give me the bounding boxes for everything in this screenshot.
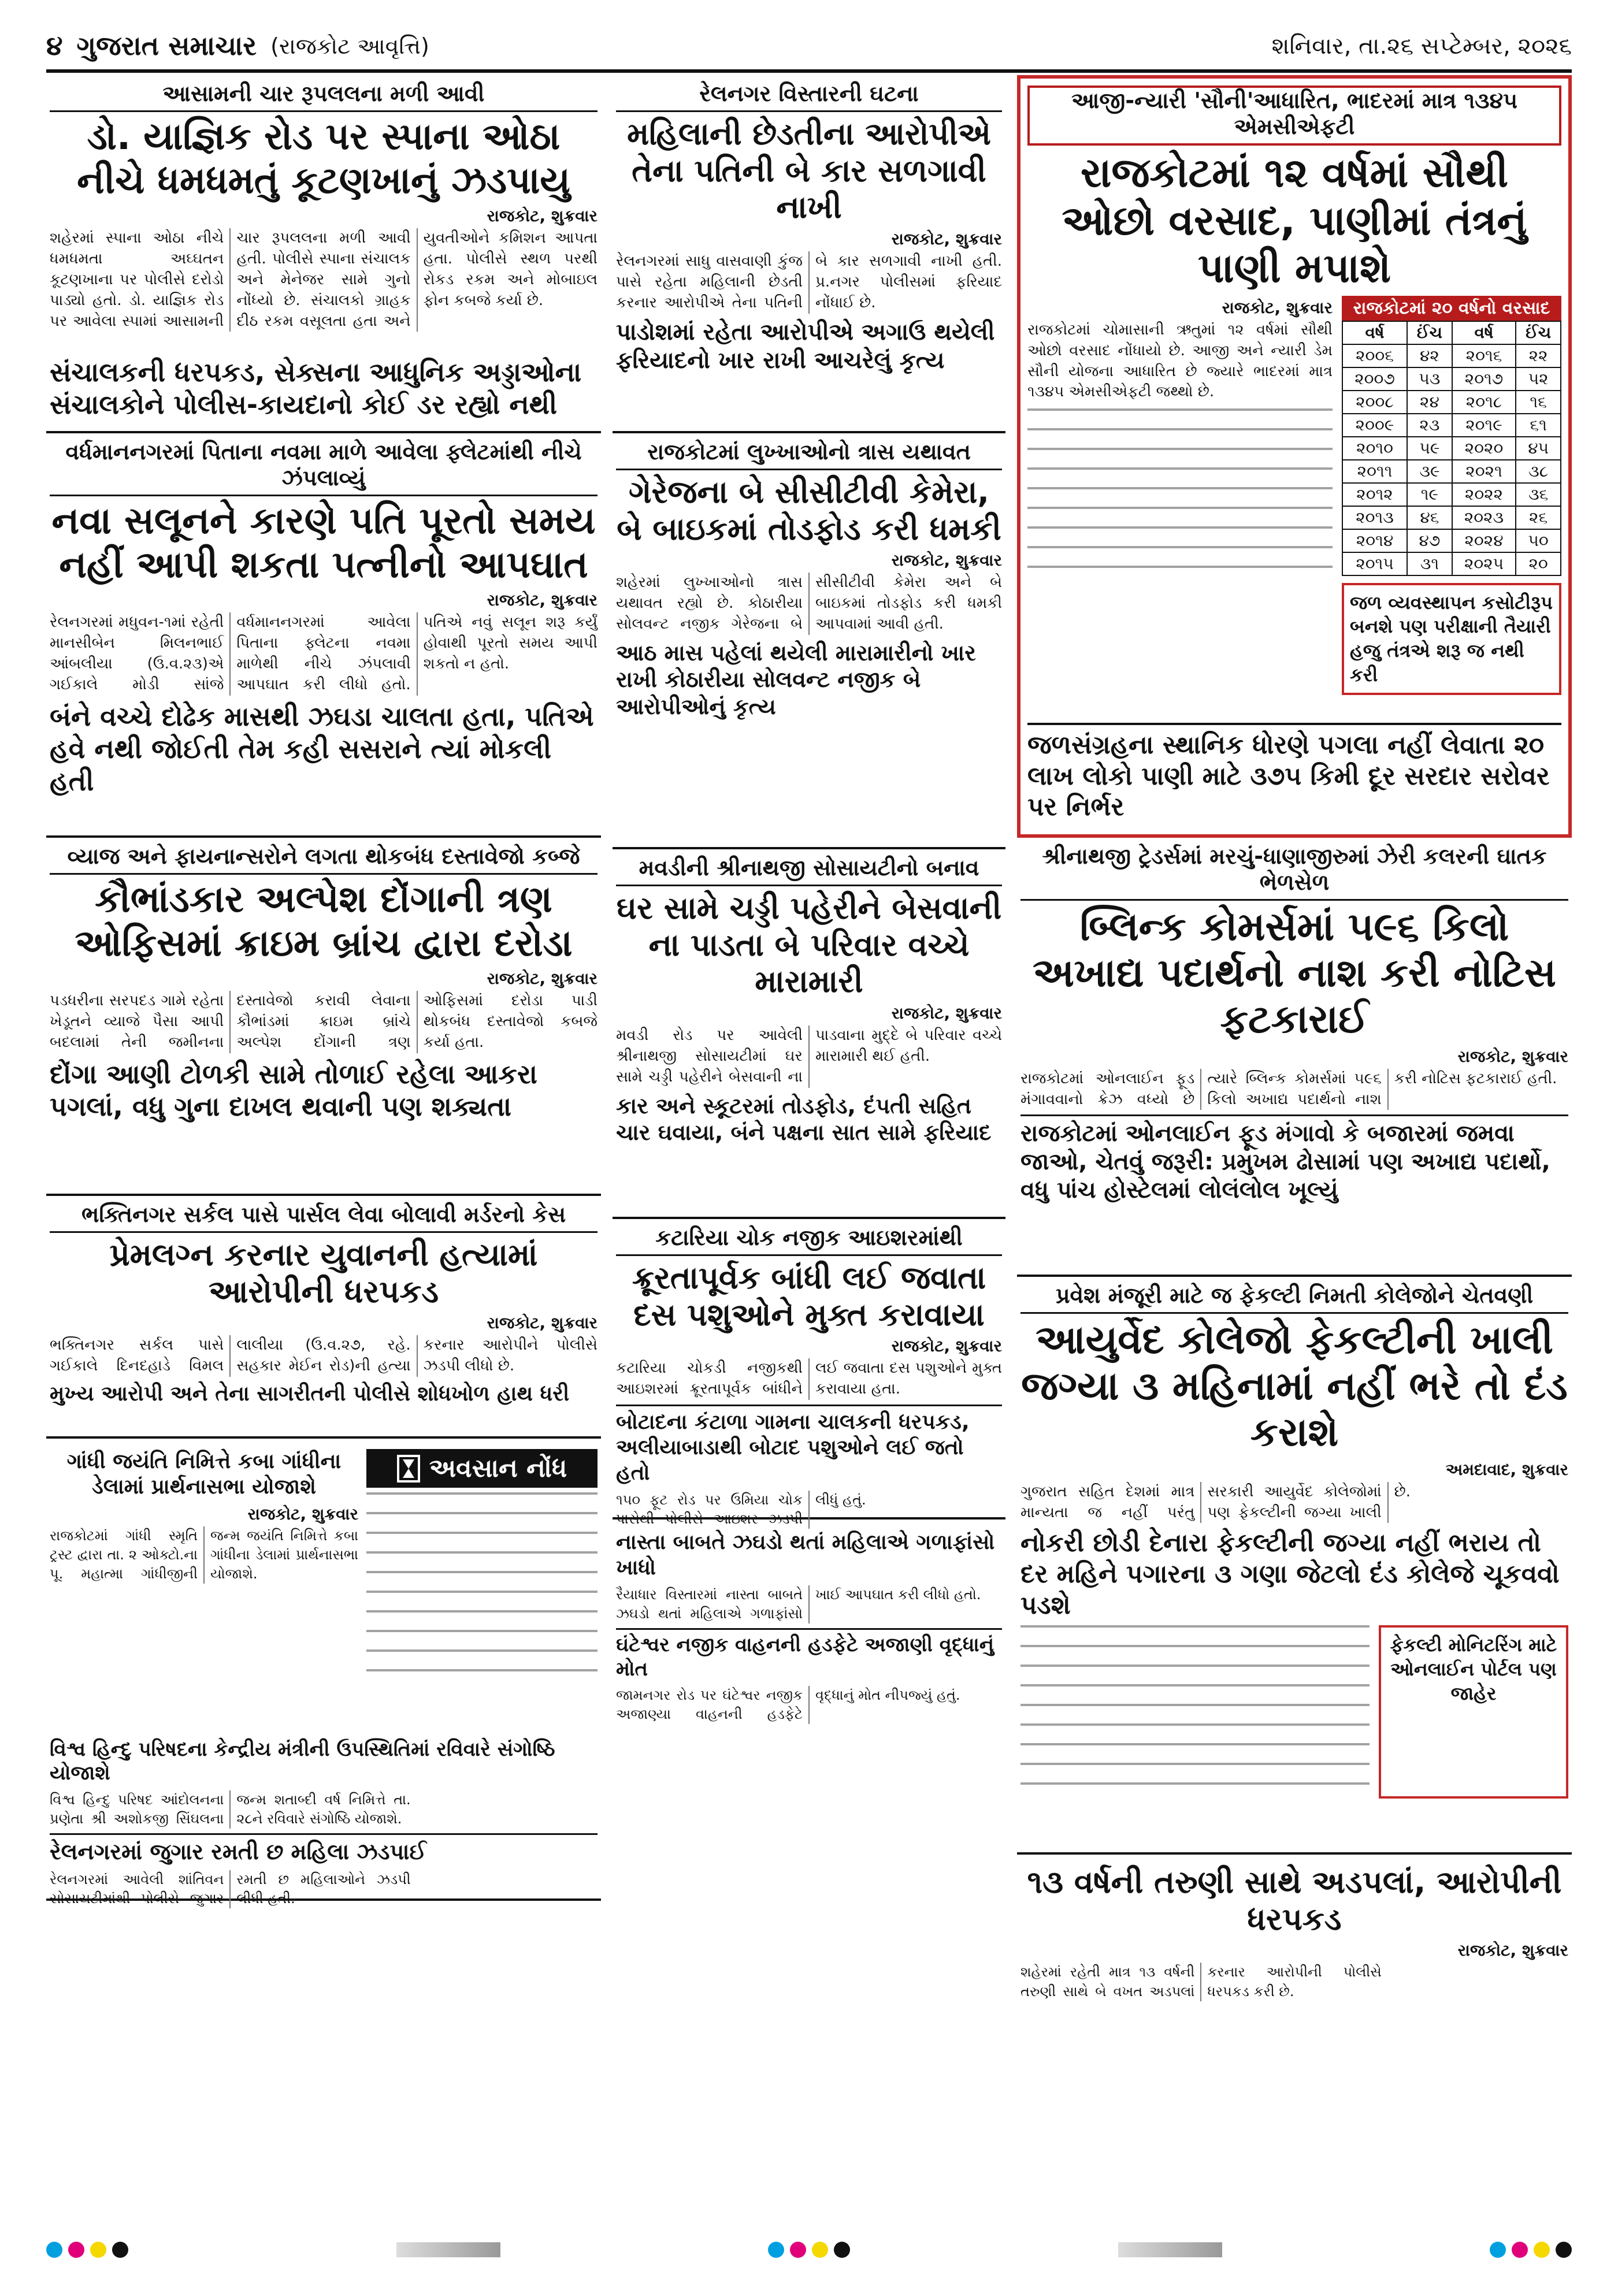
rainfall-cell: ૨૦૨૧ bbox=[1452, 460, 1516, 483]
article-subhead: જળસંગ્રહના સ્થાનિક ધોરણે પગલા નહીં લેવાતા ૨૦ લાખ લોકો પાણી માટે ૩૭૫ કિમી દૂર સરદાર સરોવર પર નિર્ભર bbox=[1027, 723, 1561, 823]
article-body: ભક્તિનગર સર્કલ પાસે ગઈકાલે દિનદહાડે વિમલ લાલીયા (ઉ.વ.૨૭, રહે. સહકાર મેઈન રોડ)ની હત્યા કરનાર આરોપીને પોલીસે ઝડપી લીધો છે. bbox=[50, 1336, 598, 1375]
rainfall-row bbox=[1342, 529, 1561, 552]
ayurveda-callout: ફેકલ્ટી મોનિટરિંગ માટે ઓનલાઈન પોર્ટલ પણ જાહેર bbox=[1379, 1625, 1568, 1799]
column-left bbox=[46, 75, 601, 2209]
article-kicker: પ્રવેશ મંજૂરી માટે જ ફેકલ્ટી નિમતી કોલેજોને ચેતવણી bbox=[1020, 1283, 1568, 1314]
rainfall-row bbox=[1342, 506, 1561, 529]
registration-dots-center bbox=[768, 2242, 850, 2258]
registration-dots-left bbox=[46, 2242, 128, 2258]
rainfall-header-cell: વર્ષ bbox=[1452, 321, 1516, 344]
article-body-accident: જામનગર રોડ પર ઘંટેશ્વર નજીક અજાણ્યા વાહનની હડફેટે વૃદ્ધાનું મોત નીપજ્યું હતું. bbox=[616, 1686, 960, 1723]
article-body: શહેરમાં સ્પાના ઓઠા નીચે ધમધમતા અઘ્ઘતન કૂટણખાના પર પોલીસે દરોડો પાડ્યો હતો. ડો. યાજ્ઞિક રોડ પર આવેલા સ્પામાં આસામની ચાર રૂપલલના મળી આવી હતી. પોલીસે સ્પાના સંચાલક અને મેનેજર સામે ગુનો નોંધ્યો છે. સંચાલકો ગ્રાહક દીઠ રકમ વસૂલતા હતા અને યુવતીઓને કમિશન આપતા હતા. પોલીસે સ્થળ પરથી રોકડ રકમ અને મોબાઇલ ફોન કબજે કર્યા છે. bbox=[50, 229, 598, 330]
printer-registration-marks bbox=[46, 2238, 1572, 2261]
rainfall-cell: ૨૦૧૨ bbox=[1342, 483, 1407, 506]
column-middle bbox=[613, 75, 1005, 2209]
article-body: કટારિયા ચોકડી નજીકથી આઇશરમાં ક્રૂરતાપૂર્વક બાંધીને લઈ જવાતા દસ પશુઓને મુક્ત કરાવાયા હતા. bbox=[616, 1359, 1002, 1398]
rainfall-cell: ૨૦૦૭ bbox=[1342, 367, 1407, 391]
obituary-header bbox=[366, 1449, 598, 1488]
rainfall-cell: ૨૦૨૩ bbox=[1452, 506, 1516, 529]
rainfall-cell: ૨૦૦૮ bbox=[1342, 391, 1407, 414]
article-garage-vandalism bbox=[613, 433, 1005, 849]
gray-bar bbox=[1118, 2242, 1222, 2257]
article-body: શહેરમાં રહેતી માત્ર ૧૩ વર્ષની તરુણી સાથે બે વખત અડપલાં કરનાર આરોપીની પોલીસે ધરપકડ કરી છે. bbox=[1020, 1964, 1382, 2000]
rainfall-row bbox=[1342, 437, 1561, 460]
article-headline: વિશ્વ હિન્દુ પરિષદના કેન્દ્રીય મંત્રીની ઉપસ્થિતિમાં રવિવારે સંગોષ્ઠિ યોજાશે bbox=[50, 1738, 555, 1785]
article-crime-branch-raid bbox=[46, 838, 601, 1196]
article-family-clash bbox=[613, 849, 1005, 1219]
gray-bar bbox=[396, 2242, 500, 2257]
rainfall-cell: ૨૩ bbox=[1407, 414, 1452, 437]
obituary-text-block bbox=[366, 1492, 598, 1689]
page-masthead bbox=[46, 23, 1572, 73]
rainfall-cell: ૪૬ bbox=[1407, 506, 1452, 529]
article-subhead: આઠ માસ પહેલાં થયેલી મારામારીનો ખાર રાખી કોઠારીયા સોલવન્ટ નજીક બે આરોપીઓનું કૃત્ય bbox=[616, 640, 976, 719]
rainfall-cell: ૨૦૨૪ bbox=[1452, 529, 1516, 552]
rainfall-cell: ૩૮ bbox=[1516, 460, 1561, 483]
article-body: રેલનગરમાં મધુવન-૧માં રહેતી માનસીબેન મિલનભાઈ આંબલીયા (ઉ.વ.૨૩)એ ગઈકાલે મોડી સાંજે વર્ધમાનનગરમાં આવેલા પિતાના ફ્લેટના નવમા માળેથી નીચે ઝંપલાવી આપઘાત કરી લીધો હતો. પતિએ નવું સલૂન શરૂ કર્યું હોવાથી પૂરતો સમય આપી શકતો ન હતો. bbox=[50, 614, 598, 693]
article-headline: પ્રેમલગ્ન કરનાર યુવાનની હત્યામાં આરોપીની ધરપકડ bbox=[109, 1236, 538, 1310]
article-body-snack: રૈયાધાર વિસ્તારમાં નાસ્તા બાબતે ઝઘડો થતાં મહિલાએ ગળાફાંસો ખાઈ આપઘાત કરી લીધો હતો. bbox=[616, 1586, 981, 1622]
rainfall-cell: ૫૩ bbox=[1407, 367, 1452, 391]
rainfall-cell: ૩૬ bbox=[1516, 483, 1561, 506]
rainfall-cell: ૨૨ bbox=[1516, 344, 1561, 367]
rainfall-cell: ૨૦૧૬ bbox=[1452, 344, 1516, 367]
rainfall-header-cell: વર્ષ bbox=[1342, 321, 1407, 344]
cyan-dot bbox=[768, 2242, 784, 2258]
article-kicker: વર્ધમાનનગરમાં પિતાના નવમા માળે આવેલા ફ્લેટમાંથી નીચે ઝંપલાવ્યું bbox=[50, 439, 598, 496]
rainfall-cell: ૨૦૧૧ bbox=[1342, 460, 1407, 483]
article-body: રાજકોટમાં ચોમાસાની ઋતુમાં ૧૨ વર્ષમાં સૌથી ઓછો વરસાદ નોંધાયો છે. આજી અને ન્યારી ડેમ સૌની યોજના આધારિત છે જ્યારે ભાદરમાં માત્ર ૧૩૪૫ એમસીએફટી જથ્થો છે. bbox=[1027, 321, 1333, 401]
ayurveda-lower-row bbox=[1020, 1625, 1568, 1799]
article-subhead: કાર અને સ્કૂટરમાં તોડફોડ, દંપતી સહિત ચાર ઘવાયા, બંને પક્ષના સાત સામે ફરિયાદ bbox=[616, 1093, 992, 1146]
article-dateline: રાજકોટ, શુક્રવાર bbox=[487, 590, 598, 610]
article-kicker: વ્યાજ અને ફાયનાન્સરોને લગતા થોકબંધ દસ્તાવેજો કબ્જે bbox=[50, 844, 598, 875]
rainfall-row bbox=[1342, 367, 1561, 391]
hourglass-icon bbox=[397, 1455, 420, 1483]
rainfall-cell: ૫૯ bbox=[1407, 437, 1452, 460]
page-number: ૪ bbox=[46, 30, 63, 61]
article-dateline: રાજકોટ, શુક્રવાર bbox=[487, 206, 598, 226]
rainfall-cell: ૪૭ bbox=[1407, 529, 1452, 552]
rainfall-cell: ૪૫ bbox=[1516, 437, 1561, 460]
newspaper-name: ગુજરાત સમાચાર bbox=[76, 30, 257, 61]
rainfall-cell: ૨૦૧૫ bbox=[1342, 552, 1407, 575]
article-dateline: રાજકોટ, શુક્રવાર bbox=[891, 551, 1002, 570]
rainfall-cell: ૨૦૧૯ bbox=[1452, 414, 1516, 437]
rainfall-cell: ૨૦૨૦ bbox=[1452, 437, 1516, 460]
rainfall-row bbox=[1342, 391, 1561, 414]
yellow-dot bbox=[812, 2242, 828, 2258]
magenta-dot bbox=[1512, 2242, 1528, 2258]
rainfall-callout: જળ વ્યવસ્થાપન કસોટીરૂપ બનશે પણ પરીક્ષાની તૈયારી હજુ તંત્રએ શરૂ જ નથી કરી bbox=[1342, 583, 1561, 695]
article-kicker: આસામની ચાર રૂપલલના મળી આવી bbox=[50, 81, 598, 112]
rainfall-header-cell: ઈંચ bbox=[1407, 321, 1452, 344]
rainfall-table bbox=[1342, 321, 1561, 576]
article-dateline: રાજકોટ, શુક્રવાર bbox=[1457, 1046, 1568, 1066]
rainfall-cell: ૨૦૧૪ bbox=[1342, 529, 1407, 552]
rainfall-cell: ૨૦૧૭ bbox=[1452, 367, 1516, 391]
ayurveda-text-continued bbox=[1020, 1625, 1370, 1799]
article-minor-assault bbox=[1017, 1855, 1572, 2028]
rainfall-table-box bbox=[1342, 296, 1561, 695]
masthead-date: શનિવાર, તા.૨૬ સપ્ટેમ્બર, ૨૦૨૬ bbox=[1271, 33, 1572, 60]
article-dateline: રાજકોટ, શુક્રવાર bbox=[891, 229, 1002, 249]
edition-label: (રાજકોટ આવૃત્તિ) bbox=[270, 33, 429, 59]
article-body: વિશ્વ હિન્દુ પરિષદ આંદોલનના પ્રણેતા શ્રી અશોકજી સિંઘલના જન્મ શતાબ્દી વર્ષ નિમિત્તે તા. ૨૮ને રવિવારે સંગોષ્ઠિ યોજાશે. bbox=[50, 1791, 411, 1827]
article-kicker: રેલનગર વિસ્તારની ઘટના bbox=[616, 81, 1002, 112]
rainfall-cell: ૫૦ bbox=[1516, 529, 1561, 552]
rainfall-cell: ૨૦૦૬ bbox=[1342, 344, 1407, 367]
rainfall-table-title: રાજકોટમાં ૨૦ વર્ષનો વરસાદ bbox=[1342, 296, 1561, 321]
rainfall-cell: ૧૯ bbox=[1407, 483, 1452, 506]
rainfall-text-continued bbox=[1027, 408, 1333, 582]
article-dateline: રાજકોટ, શુક્રવાર bbox=[1457, 1941, 1568, 1960]
article-headline: ક્રૂરતાપૂર્વક બાંધી લઈ જવાતા દસ પશુઓને મુક્ત કરાવાયા bbox=[632, 1260, 986, 1333]
magenta-dot bbox=[68, 2242, 84, 2258]
rainfall-cell: ૨૦ bbox=[1516, 552, 1561, 575]
rainfall-row bbox=[1342, 552, 1561, 575]
article-body: મવડી રોડ પર આવેલી શ્રીનાથજી સોસાયટીમાં ઘર સામે ચડ્ડી પહેરીને બેસવાની ના પાડવાના મુદ્દે બે પરિવાર વચ્ચે મારામારી થઈ હતી. bbox=[616, 1027, 1002, 1086]
article-dateline: અમદાવાદ, શુક્રવાર bbox=[1445, 1459, 1568, 1479]
article-body: રાજકોટમાં ગાંધી સ્મૃતિ ટ્રસ્ટ દ્વારા તા. ૨ ઓક્ટો.ના પૂ. મહાત્મા ગાંધીજીની જન્મ જયંતિ નિમિત્તે કબા ગાંધીના ડેલામાં પ્રાર્થનાસભા યોજાશે. bbox=[50, 1527, 358, 1582]
article-dateline: રાજકોટ, શુક્રવાર bbox=[1222, 298, 1333, 317]
rainfall-row bbox=[1342, 344, 1561, 367]
article-headline: મહિલાની છેડતીના આરોપીએ તેના પતિની બે કાર સળગાવી નાખી bbox=[627, 116, 991, 226]
rainfall-cell: ૩૯ bbox=[1407, 460, 1452, 483]
article-car-burning bbox=[613, 75, 1005, 433]
article-body: શહેરમાં લુખ્ખાઓનો ત્રાસ યથાવત રહ્યો છે. કોઠારીયા સોલવન્ટ નજીક ગેરેજના બે સીસીટીવી કેમેરા અને બે બાઇકમાં તોડફોડ કરી ધમકી આપવામાં આવી હતી. bbox=[616, 574, 1002, 633]
article-kicker: કટારિયા ચોક નજીક આઇશરમાંથી bbox=[616, 1225, 1002, 1256]
obituary-label: અવસાન નોંધ bbox=[429, 1454, 567, 1483]
article-headline: ઘર સામે ચડ્ડી પહેરીને બેસવાની ના પાડતા બે પરિવાર વચ્ચે મારામારી bbox=[616, 890, 1002, 1000]
article-dateline: રાજકોટ, શુક્રવાર bbox=[487, 1313, 598, 1333]
article-kicker: મવડીની શ્રીનાથજી સોસાયટીનો બનાવ bbox=[616, 855, 1002, 886]
rainfall-cell: ૨૦૨૫ bbox=[1452, 552, 1516, 575]
article-subhead: પાડોશમાં રહેતા આરોપીએ અગાઉ થયેલી ફરિયાદનો ખાર રાખી આચરેલું કૃત્ય bbox=[616, 318, 995, 374]
article-ayurveda-colleges bbox=[1017, 1277, 1572, 1855]
article-subhead-botad: બોટાદના કંટાળા ગામના ચાલકની ધરપકડ, અલીયાબાડાથી બોટાદ પશુઓને લઈ જતો હતો bbox=[616, 1405, 1002, 1486]
rainfall-row bbox=[1342, 414, 1561, 437]
article-body: પડધરીના સરપદડ ગામે રહેતા ખેડૂતને વ્યાજે પૈસા આપી બદલામાં તેની જમીનના દસ્તાવેજો કરાવી લેવાના કૌભાંડમાં ક્રાઇમ બ્રાંચે અલ્પેશ દોંગાની ત્રણ ઓફિસમાં દરોડા પાડી થોકબંધ દસ્તાવેજો કબજે કર્યા હતા. bbox=[50, 992, 598, 1051]
rainfall-cell: ૨૪ bbox=[1407, 391, 1452, 414]
rainfall-row bbox=[1342, 460, 1561, 483]
registration-dots-right bbox=[1490, 2242, 1572, 2258]
article-murder-arrest bbox=[46, 1196, 601, 1439]
article-headline: ડો. યાજ્ઞિક રોડ પર સ્પાના ઓઠા નીચે ધમધમતું કૂટણખાનું ઝડપાયુ bbox=[77, 116, 570, 202]
article-gandhi-prayer bbox=[50, 1444, 358, 1719]
article-spa-raid bbox=[46, 75, 601, 433]
article-headline: ૧૩ વર્ષની તરુણી સાથે અડપલાં, આરોપીની ધરપકડ bbox=[1027, 1864, 1562, 1937]
column-right bbox=[1017, 75, 1572, 2209]
article-dateline: રાજકોટ, શુક્રવાર bbox=[891, 1004, 1002, 1023]
article-animals-freed bbox=[613, 1219, 1005, 1528]
article-group-lower-left bbox=[46, 1439, 601, 1727]
article-briefs-middle bbox=[613, 1519, 1005, 1723]
rainfall-cell: ૬૧ bbox=[1516, 414, 1561, 437]
article-vhp-seminar bbox=[46, 1727, 601, 1907]
article-body: રેલનગરમાં સાધુ વાસવાણી કુંજ પાસે રહેતા મહિલાની છેડતી કરનાર આરોપીએ તેના પતિની બે કાર સળગાવી નાખી હતી. પ્ર.નગર પોલીસમાં ફરિયાદ નોંધાઈ છે. bbox=[616, 252, 1002, 311]
article-kicker: આજી-ન્યારી 'સૌની'આધારિત, ભાદરમાં માત્ર ૧૩૪૫ એમસીએફટી bbox=[1027, 86, 1561, 146]
article-headline: બ્લિન્ક કોમર્સમાં ૫૯૬ કિલો અખાદ્ય પદાર્થનો નાશ કરી નોટિસ ફટકારાઈ bbox=[1033, 904, 1556, 1043]
article-body: ગુજરાત સહિત દેશમાં માત્ર માન્યતા જ નહીં પરંતુ સરકારી આયુર્વેદ કોલેજોમાં પણ ફેકલ્ટીની જગ્યા ખાલી છે. bbox=[1020, 1483, 1411, 1521]
masthead-left bbox=[46, 30, 429, 62]
rainfall-table-body bbox=[1342, 344, 1561, 575]
rainfall-cell: ૩૧ bbox=[1407, 552, 1452, 575]
rainfall-cell: ૨૦૧૮ bbox=[1452, 391, 1516, 414]
article-subhead: નોકરી છોડી દેનારા ફેકલ્ટીની જગ્યા નહીં ભરાય તો દર મહિને પગારના ૩ ગણા જેટલો દંડ કોલેજે ચૂકવવો પડશે bbox=[1020, 1528, 1560, 1620]
article-headline: ગેરેજના બે સીસીટીવી કેમેરા, બે બાઇકમાં તોડફોડ કરી ધમકી bbox=[617, 474, 1001, 547]
rainfall-header-cell: ઈંચ bbox=[1516, 321, 1561, 344]
article-body: રાજકોટમાં ઓનલાઈન ફૂડ મંગાવવાનો ક્રેઝ વધ્યો છે ત્યારે બ્લિન્ક કોમર્સમાં ૫૯૬ કિલો અખાદ્ય પદાર્થનો નાશ કરી નોટિસ ફટકારાઈ હતી. bbox=[1020, 1069, 1557, 1108]
rainfall-cell: ૫૨ bbox=[1516, 367, 1561, 391]
black-dot bbox=[834, 2242, 850, 2258]
article-headline: ગાંધી જયંતિ નિમિત્તે કબા ગાંધીના ડેલામાં પ્રાર્થનાસભા યોજાશે bbox=[66, 1450, 342, 1499]
black-dot bbox=[1556, 2242, 1572, 2258]
rainfall-cell: ૨૬ bbox=[1516, 506, 1561, 529]
magenta-dot bbox=[790, 2242, 806, 2258]
article-body-gambling: રેલનગરમાં આવેલી શાંતિવન સોસાયટીમાંથી પોલીસે જુગાર રમતી છ મહિલાઓને ઝડપી લીધી હતી. bbox=[50, 1871, 411, 1907]
article-kicker: શ્રીનાથજી ટ્રેડર્સમાં મરચું-ધાણાજીરુમાં ઝેરી કલરની ઘાતક ભેળસેળ bbox=[1020, 844, 1568, 901]
article-food-safety bbox=[1017, 838, 1572, 1277]
article-subhead: બંને વચ્ચે દોઢેક માસથી ઝઘડા ચાલતા હતા, પતિએ હવે નથી જોઈતી તેમ કહી સસરાને ત્યાં મોકલી હતી bbox=[50, 700, 594, 797]
article-headline-gambling: રેલનગરમાં જુગાર રમતી છ મહિલા ઝડપાઈ bbox=[50, 1833, 598, 1865]
rainfall-text bbox=[1027, 296, 1333, 695]
article-subhead: રાજકોટમાં ઓનલાઈન ફૂડ મંગાવો કે બજારમાં જમવા જાઓ, ચેતવું જરૂરી: પ્રમુખમ ઢોસામાં પણ અખાદ્ય પદાર્થો, વધુ પાંચ હોસ્ટેલમાં લોલંલોલ ખૂલ્યું bbox=[1020, 1114, 1568, 1204]
black-dot bbox=[112, 2242, 128, 2258]
article-subhead: સંચાલકની ધરપકડ, સેક્સના આધુનિક અડ્ડાઓના સંચાલકોને પોલીસ-કાયદાનો કોઈ ડર રહ્યો નથી bbox=[50, 356, 582, 420]
obituary-box bbox=[366, 1444, 598, 1719]
article-suicide-salon bbox=[46, 433, 601, 838]
article-dateline: રાજકોટ, શુક્રવાર bbox=[487, 969, 598, 989]
rainfall-row bbox=[1342, 483, 1561, 506]
article-subhead: દોંગા આણી ટોળકી સામે તોળાઈ રહેલા આકરા પગલાં, વધુ ગુના દાખલ થવાની પણ શક્યતા bbox=[50, 1058, 537, 1122]
article-headline-accident: ઘંટેશ્વર નજીક વાહનની હડફેટે અજાણી વૃદ્ધાનું મોત bbox=[616, 1628, 1002, 1681]
rainfall-cell: ૨૦૧૦ bbox=[1342, 437, 1407, 460]
cyan-dot bbox=[1490, 2242, 1506, 2258]
yellow-dot bbox=[1534, 2242, 1550, 2258]
rainfall-cell: ૨૦૦૯ bbox=[1342, 414, 1407, 437]
article-dateline: રાજકોટ, શુક્રવાર bbox=[247, 1504, 358, 1524]
article-headline-snack: નાસ્તા બાબતે ઝઘડો થતાં મહિલાએ ગળાફાંસો ખાધો bbox=[616, 1530, 995, 1580]
article-rainfall bbox=[1017, 75, 1572, 838]
article-subhead: મુખ્ય આરોપી અને તેના સાગરીતની પોલીસે શોધખોળ હાથ ધરી bbox=[50, 1382, 570, 1406]
rainfall-cell: ૪૨ bbox=[1407, 344, 1452, 367]
article-headline: રાજકોટમાં ૧૨ વર્ષમાં સૌથી ઓછો વરસાદ, પાણીમાં તંત્રનું પાણી મપાશે bbox=[1062, 149, 1527, 292]
rainfall-cell: ૨૦૨૨ bbox=[1452, 483, 1516, 506]
article-headline: કૌભાંડકાર અલ્પેશ દોંગાની ત્રણ ઓફિસમાં ક્રાઇમ બ્રાંચ દ્વારા દરોડા bbox=[75, 878, 573, 965]
article-kicker: રાજકોટમાં લુખ્ખાઓનો ત્રાસ યથાવત bbox=[616, 439, 1002, 470]
article-kicker: ભક્તિનગર સર્કલ પાસે પાર્સલ લેવા બોલાવી મર્ડરનો કેસ bbox=[50, 1202, 598, 1233]
rainfall-cell: ૧૬ bbox=[1516, 391, 1561, 414]
article-headline: આયુર્વેદ કોલેજો ફેકલ્ટીની ખાલી જગ્યા ૩ મહિનામાં નહીં ભરે તો દંડ કરાશે bbox=[1021, 1317, 1568, 1456]
yellow-dot bbox=[90, 2242, 106, 2258]
rainfall-content-row bbox=[1027, 296, 1561, 695]
cyan-dot bbox=[46, 2242, 62, 2258]
article-dateline: રાજકોટ, શુક્રવાર bbox=[891, 1336, 1002, 1356]
article-headline: નવા સલૂનને કારણે પતિ પૂરતો સમય નહીં આપી શકતા પત્નીનો આપઘાત bbox=[51, 500, 596, 586]
rainfall-cell: ૨૦૧૩ bbox=[1342, 506, 1407, 529]
article-body-botad: ૧૫૦ ફૂટ રોડ પર ઉમિયા ચોક પાસેથી પોલીસે આઇશર ઝડપી લીધું હતું. bbox=[616, 1491, 866, 1528]
rainfall-table-header bbox=[1342, 321, 1561, 344]
